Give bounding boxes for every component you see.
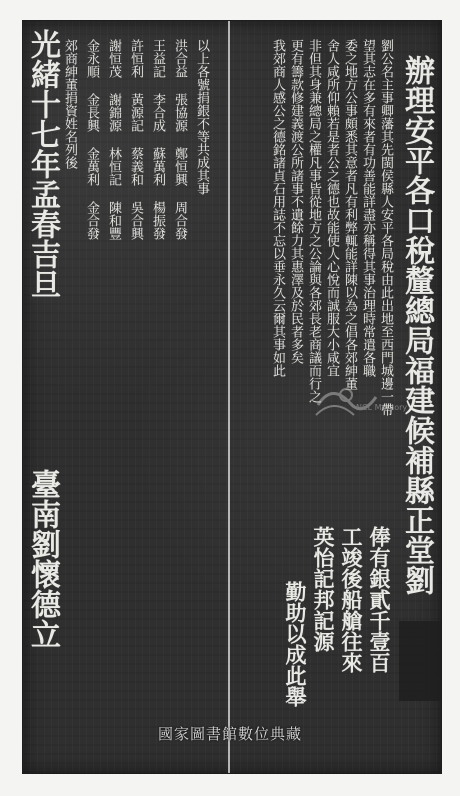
name-list-column: 王益記 李合成 蘇萬利 楊振發 <box>150 39 165 240</box>
footer-caption: 國家圖書館數位典藏 <box>157 725 302 743</box>
text-column: 委之地方公事頗悉其意者凡有利弊輒能詳陳以為之倡各郊紳董 <box>342 39 357 390</box>
right-title-column: 辦理安平各口稅釐總局福建候補縣正堂劉 <box>399 55 434 595</box>
name-list-column: 洪合益 張協源 鄭恒興 周合發 <box>172 39 187 240</box>
text-column: 更有籌款修建義渡公所諸事不遺餘力其惠澤及於民者多矣 <box>288 39 303 364</box>
text-column: 劉公名主事卿藩其先閩侯縣人安平各局稅由此出地至西門城邊一帶 <box>378 39 393 416</box>
text-column: 非但其身兼總局之權凡事皆從地方之公論與各郊長老商議而行之 <box>306 39 321 403</box>
name-list-column: 郊商紳董捐資姓名列後 <box>62 39 77 169</box>
text-column: 舍人咸所仰賴若是者公之德也故能使人心悅而誠服大小咸宜 <box>324 39 339 377</box>
name-list-column: 金永順 金長興 金萬利 金合發 <box>84 39 99 240</box>
text-column: 我郊商人感公之德銘諸貞石用誌不忘以垂永久云爾其事如此 <box>270 39 285 377</box>
donation-column: 英怡記邦記源 <box>311 526 336 652</box>
damaged-area <box>399 621 441 701</box>
watermark-text: NCL Memory <box>356 403 408 412</box>
text-column: 望其志在多有來者有功善能詳盡亦稱得其事治理時常遣各職 <box>360 39 375 377</box>
name-list-column: 以上各號捐銀不等共成其事 <box>194 39 209 195</box>
donation-column: 俸有銀貳千壹百 <box>367 526 392 673</box>
donation-column: 勤助以成此舉 <box>283 581 308 707</box>
date-column: 光緒十七年孟春吉旦 <box>25 29 60 299</box>
author-column: 臺南劉懷德立 <box>25 469 60 649</box>
name-list-column: 謝恒茂 謝錦源 林恒記 陳和豐 <box>106 39 121 240</box>
paper-seam <box>228 21 230 773</box>
name-list-column: 許恒利 黃源記 蔡義和 吳合興 <box>128 39 143 240</box>
watermark-logo <box>310 375 420 435</box>
donation-column: 工竣後船艙往來 <box>339 526 364 673</box>
